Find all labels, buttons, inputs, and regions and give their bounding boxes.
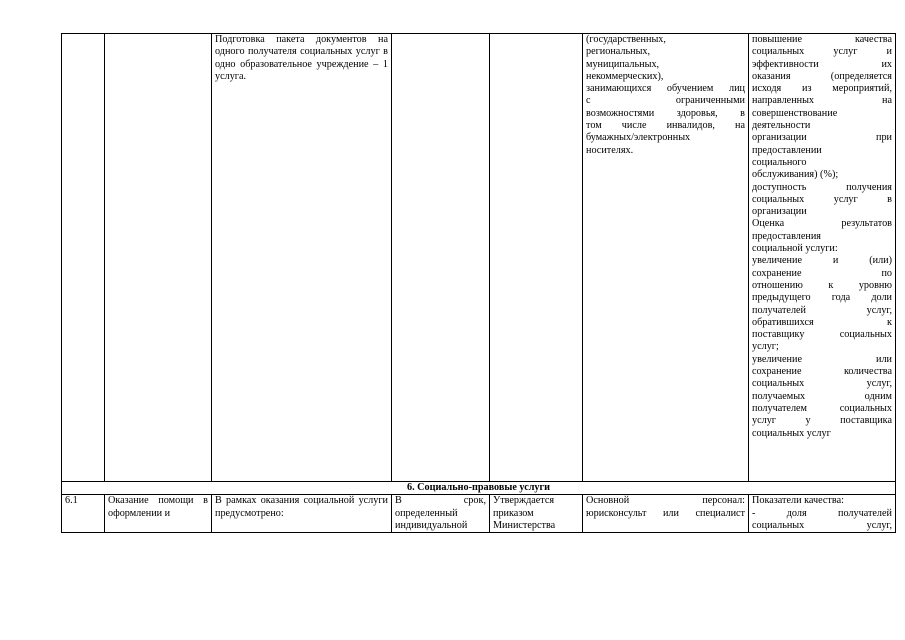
text-line: занимающихся обучением лиц <box>586 83 745 95</box>
text-line: обратившихся к <box>752 316 892 328</box>
text-line: региональных, <box>586 46 651 58</box>
text-line: В срок, <box>395 495 486 507</box>
text-line: бумажных/электронных <box>586 132 691 144</box>
text-line: отношению к уровню <box>752 279 892 291</box>
cell-conditions <box>583 34 749 482</box>
cell-service-name: Оказание помощи в оформлении и <box>105 495 212 533</box>
text-line: социальных услуг, <box>752 519 892 531</box>
table-row-6-1 <box>62 495 896 533</box>
text-line: увеличение и (или) <box>752 255 892 267</box>
text-line: предыдущего года доли <box>752 292 892 304</box>
text-line: предоставления <box>752 230 821 242</box>
cell-term <box>392 495 490 533</box>
text-line: том числе инвалидов, на <box>586 120 745 132</box>
table-row-continued <box>62 34 896 482</box>
text-line: получаемых одним <box>752 390 892 402</box>
text-line: услуг у поставщика <box>752 415 892 427</box>
text-line: Утверждается <box>493 495 555 507</box>
text-line: обслуживания) (%); <box>752 169 839 181</box>
section-title: 6. Социально-правовые услуги <box>62 482 896 495</box>
services-table <box>61 33 896 533</box>
text-line: предоставлении <box>752 144 822 156</box>
cell-number: 6.1 <box>62 495 105 533</box>
text-line: Министерства <box>493 519 556 531</box>
text-line: организации <box>752 206 807 218</box>
text-line: Показатели качества: <box>752 495 844 507</box>
text-line: социальных услуг в <box>752 193 892 205</box>
cell-service-description: В рамках оказания социальной услуги предусмотрено: <box>212 495 392 533</box>
cell-indicators <box>749 495 896 533</box>
text-line: эффективности их <box>752 58 892 70</box>
cell-conditions <box>583 495 749 533</box>
cell-tariff <box>490 34 583 482</box>
text-line: совершенствование <box>752 107 838 119</box>
service-description-text: Подготовка пакета документов на одного получателя социальных услуг в одно образовательное учреждение – 1 услуга. <box>215 34 388 82</box>
text-line: некоммерческих), <box>586 70 664 82</box>
text-line: социальных услуг <box>752 427 831 439</box>
text-line: муниципальных, <box>586 58 660 70</box>
cell-number <box>62 34 105 482</box>
text-line: приказом <box>493 507 534 519</box>
text-line: индивидуальной <box>395 519 468 531</box>
text-line: получателей услуг, <box>752 304 892 316</box>
text-line: деятельности <box>752 120 811 132</box>
text-line: доступность получения <box>752 181 892 193</box>
cell-tariff <box>490 495 583 533</box>
text-line: организации при <box>752 132 892 144</box>
text-line: Основной персонал: <box>586 495 745 507</box>
text-line: возможностями здоровья, в <box>586 107 745 119</box>
text-line: с ограниченными <box>586 95 745 107</box>
text-line: увеличение или <box>752 353 892 365</box>
cell-service-name <box>105 34 212 482</box>
text-line: (государственных, <box>586 34 666 45</box>
text-line: поставщику социальных <box>752 329 892 341</box>
text-line: социальных услуг и <box>752 46 892 58</box>
cell-term <box>392 34 490 482</box>
text-line: Оценка результатов <box>752 218 892 230</box>
text-line: исходя из мероприятий, <box>752 83 892 95</box>
text-line: социального <box>752 156 807 168</box>
text-line: юрисконсульт или специалист <box>586 507 745 519</box>
text-line: - доля получателей <box>752 507 892 519</box>
text-line: носителях. <box>586 144 634 156</box>
text-line: оказания (определяется <box>752 70 892 82</box>
text-line: сохранение по <box>752 267 892 279</box>
section-header-row <box>62 482 896 495</box>
cell-indicators <box>749 34 896 482</box>
text-line: повышение качества <box>752 34 892 45</box>
text-line: направленных на <box>752 95 892 107</box>
text-line: социальной услуги: <box>752 243 838 255</box>
text-line: получателем социальных <box>752 402 892 414</box>
text-line: социальных услуг, <box>752 378 892 390</box>
text-line: услуг; <box>752 341 779 353</box>
cell-service-description <box>212 34 392 482</box>
text-line: сохранение количества <box>752 366 892 378</box>
text-line: определенный <box>395 507 458 519</box>
